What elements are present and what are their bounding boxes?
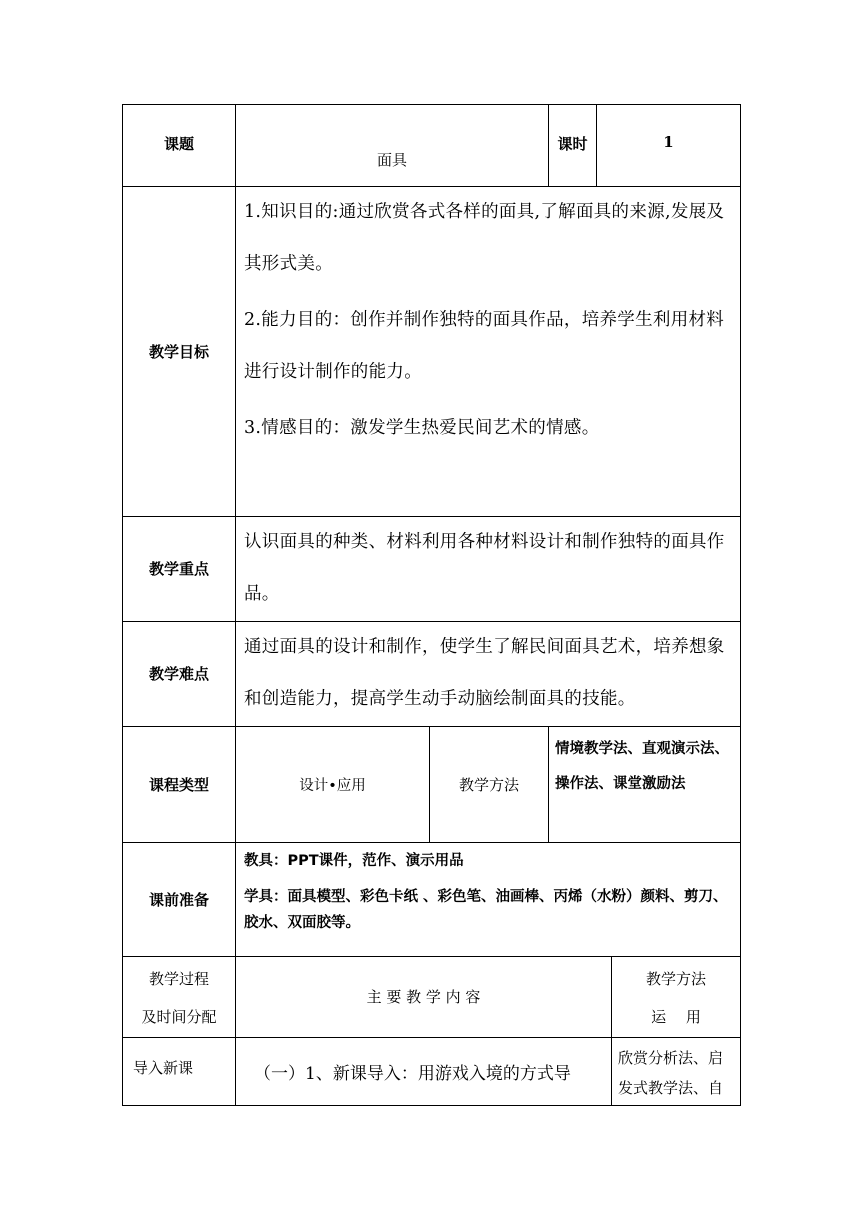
- process-stage-header-line2: 及时间分配: [141, 1008, 217, 1026]
- lesson-plan-table: [122, 104, 741, 1106]
- course-type-row: [123, 726, 740, 843]
- key-points-label: 教学重点: [148, 560, 209, 578]
- objective-ability: 2.能力目的：创作并制作独特的面具作品，培养学生利用材料进行设计制作的能力。: [244, 310, 725, 382]
- period-value: 1: [596, 105, 740, 186]
- method-label: 教学方法: [429, 726, 548, 842]
- process-stage-header-line1: 教学过程: [148, 970, 209, 988]
- teacher-tools: 教具：PPT课件，范作、演示用品: [244, 853, 464, 869]
- course-type-value: 设计•应用: [235, 726, 429, 842]
- topic-label: 课题: [163, 135, 194, 153]
- objective-knowledge: 1.知识目的:通过欣赏各式各样的面具,了解面具的来源,发展及其形式美。: [244, 202, 725, 274]
- key-points-row: [123, 516, 740, 622]
- difficulties-text: 通过面具的设计和制作，使学生了解民间面具艺术，培养想象和创造能力，提高学生动手动脑绘制面具的技能。: [235, 621, 740, 726]
- difficulties-row: [123, 621, 740, 727]
- difficulties-label: 教学难点: [148, 665, 209, 683]
- method-value: 情境教学法、直观演示法、操作法、课堂激励法: [548, 726, 740, 842]
- course-type-label: 课程类型: [148, 775, 209, 794]
- process-method-header: [611, 956, 740, 1037]
- intro-row: [123, 1037, 740, 1105]
- topic-row: [123, 105, 740, 187]
- preparation-row: [123, 842, 740, 957]
- objectives-label: 教学目标: [148, 342, 209, 361]
- objectives-content: [235, 186, 740, 516]
- intro-stage: 导入新课: [133, 1059, 194, 1077]
- preparation-label: 课前准备: [148, 890, 209, 909]
- topic-value: 面具: [235, 105, 548, 186]
- process-content-header: 主 要 教 学 内 容: [235, 956, 611, 1037]
- objective-emotion: 3.情感目的：激发学生热爱民间艺术的情感。: [244, 418, 600, 438]
- objectives-row: [123, 186, 740, 517]
- student-tools: 学具：面具模型、彩色卡纸 、彩色笔、油画棒、丙烯（水粉）颜料、剪刀、胶水、双面胶等。: [244, 889, 728, 931]
- process-stage-header: [123, 956, 235, 1037]
- intro-content: （一）1、新课导入：用游戏入境的方式导: [235, 1037, 611, 1105]
- process-method-header-line2: 运 用: [651, 1008, 701, 1026]
- key-points-text: 认识面具的种类、材料利用各种材料设计和制作独特的面具作品。: [235, 516, 740, 621]
- process-method-header-line1: 教学方法: [645, 970, 706, 988]
- period-label: 课时: [548, 105, 596, 186]
- intro-method: 欣赏分析法、启发式教学法、自: [611, 1037, 740, 1105]
- process-header-row: [123, 956, 740, 1038]
- preparation-content: [235, 842, 740, 956]
